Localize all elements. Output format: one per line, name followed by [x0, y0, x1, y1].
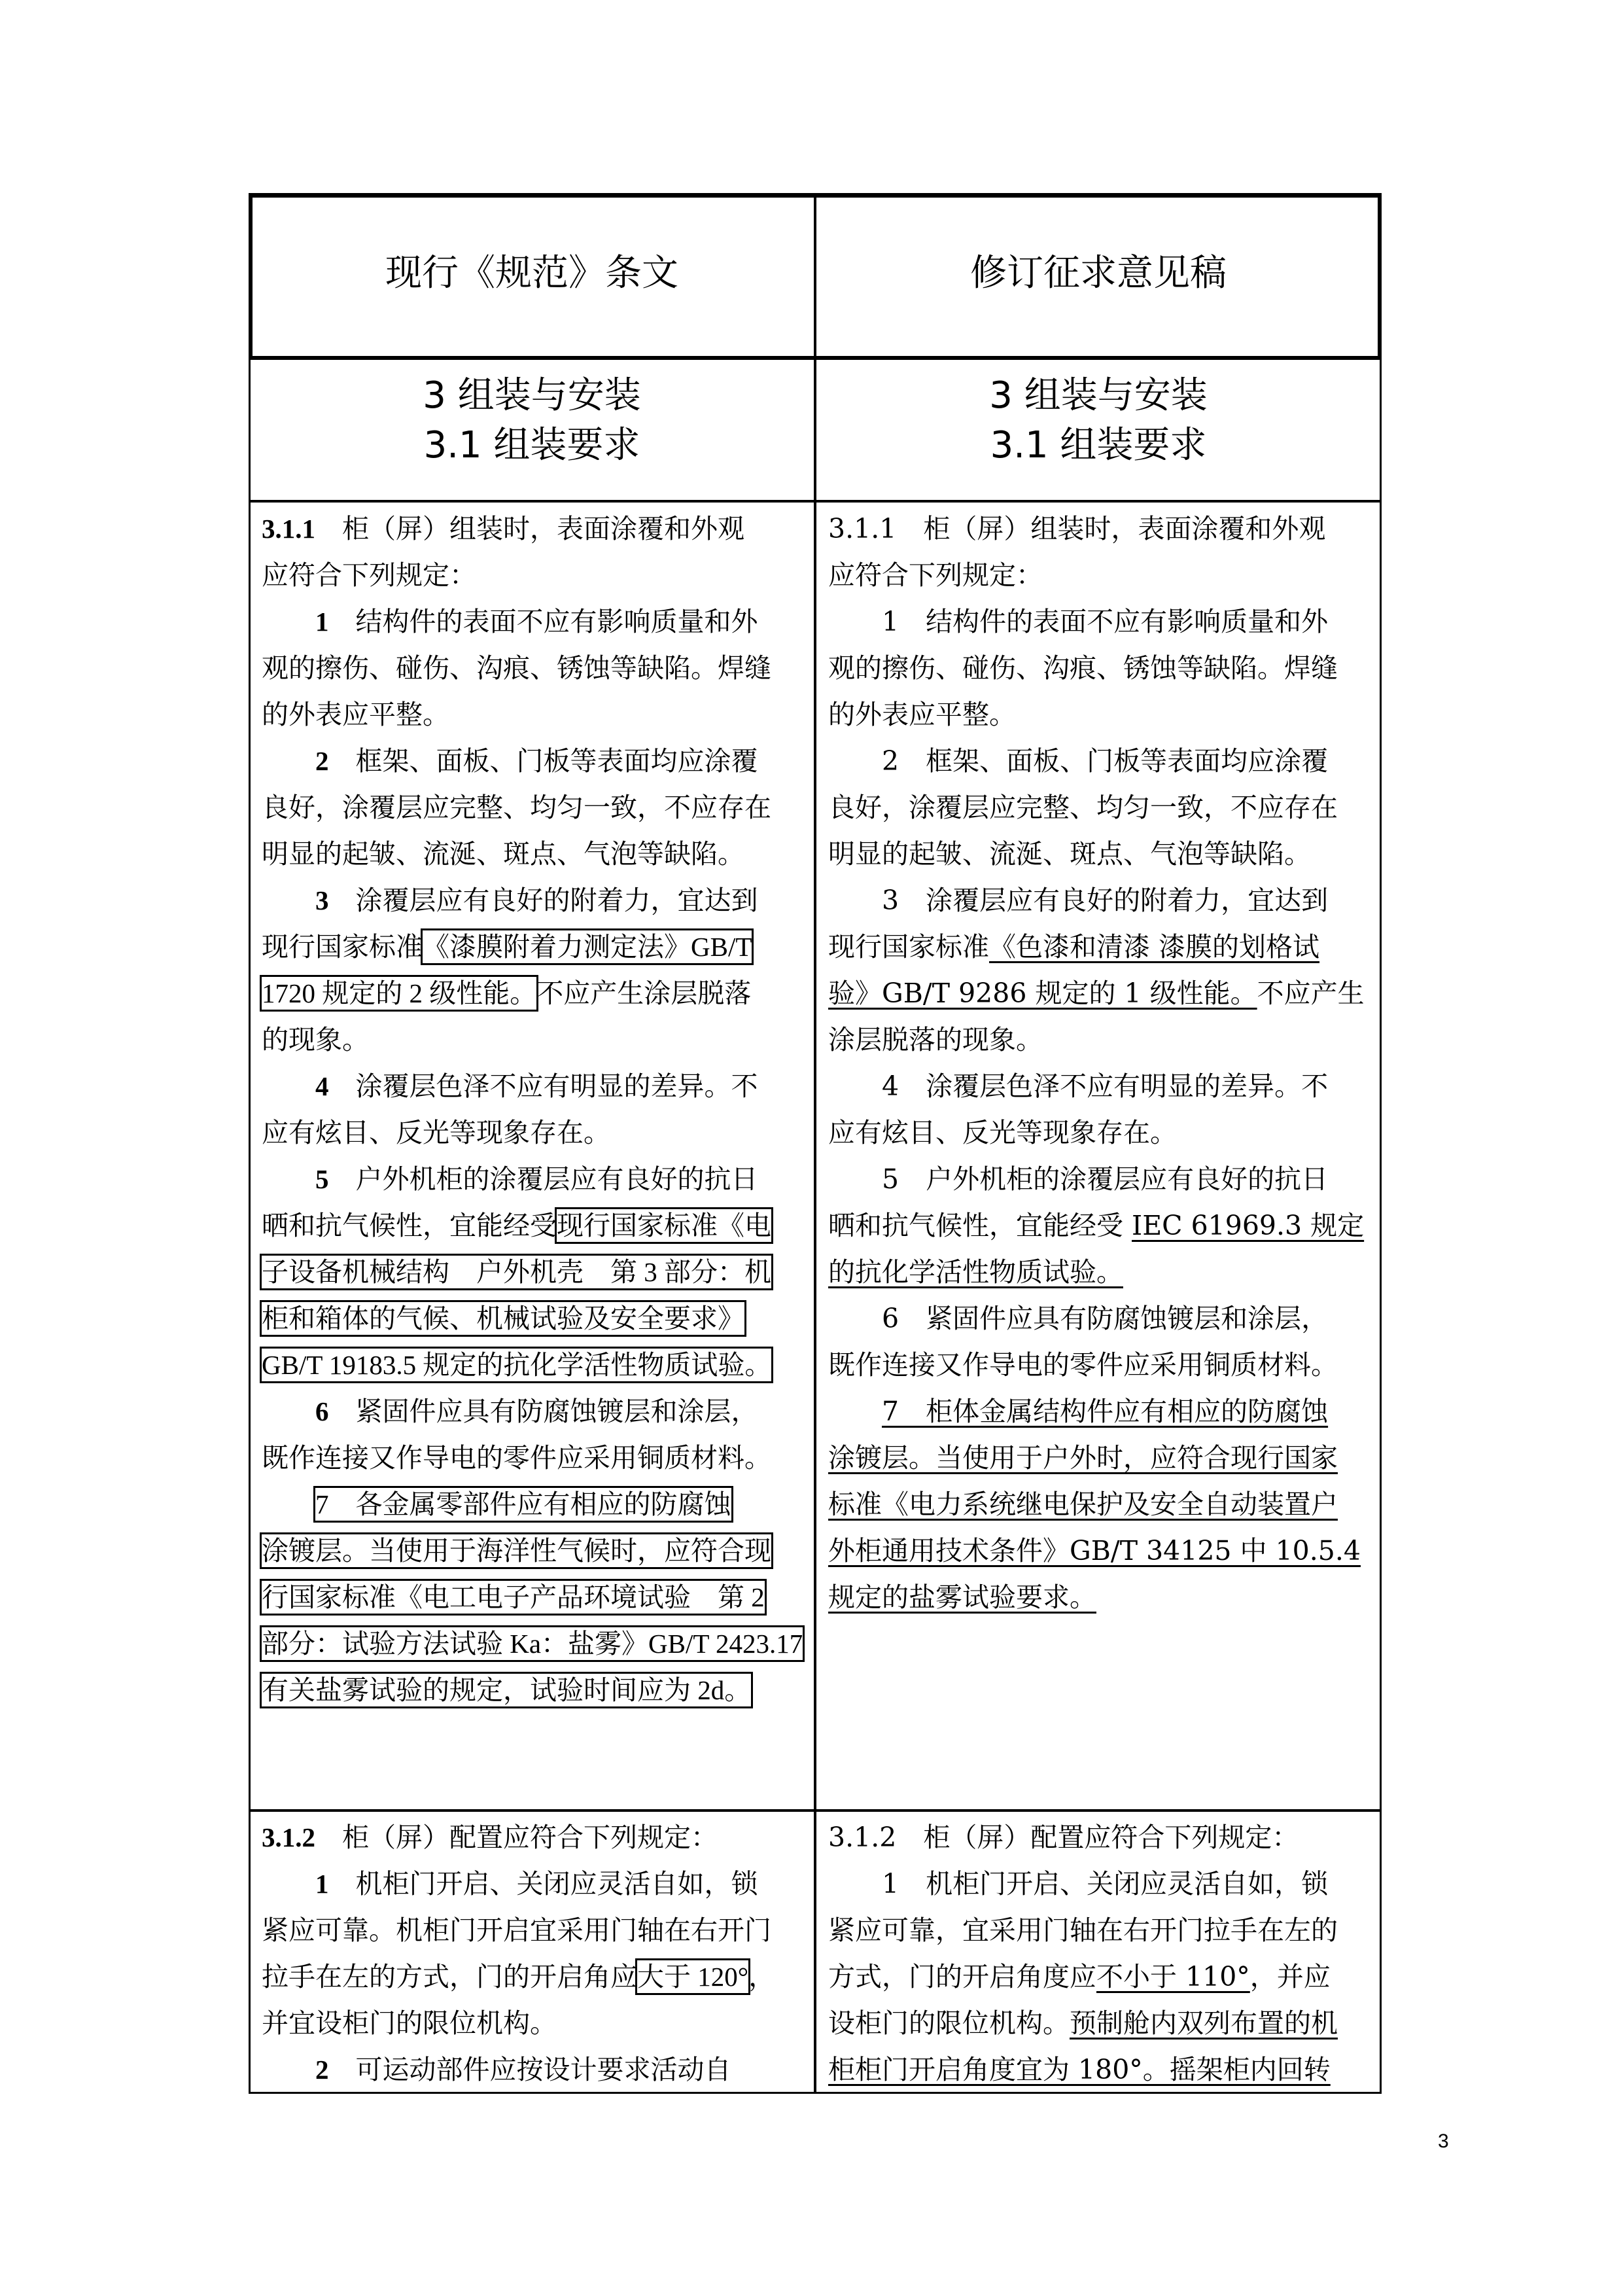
- text-line: [262, 1528, 805, 1574]
- item-number: 1: [315, 607, 329, 637]
- text-line: [262, 1017, 805, 1063]
- text-line: [262, 552, 805, 599]
- text-line: [828, 692, 1371, 738]
- text-segment: [262, 1869, 315, 1899]
- text-line: [828, 1342, 1371, 1388]
- text-segment: 柜（屏）组装时，表面涂覆和外观: [315, 514, 744, 544]
- text-segment: 的现象。: [262, 1025, 369, 1055]
- item-number: 1: [315, 1869, 329, 1899]
- text-segment: [262, 1489, 315, 1519]
- boxed-deleted-text: 行国家标准《电工电子产品环境试验 第 2: [262, 1582, 765, 1612]
- boxed-deleted-text: 7 各金属零部件应有相应的防腐蚀: [315, 1489, 731, 1519]
- text-segment: 明显的起皱、流涎、斑点、气泡等缺陷。: [262, 839, 744, 869]
- text-line: [828, 599, 1371, 645]
- text-line: [262, 1249, 805, 1296]
- text-line: [828, 877, 1371, 924]
- text-segment: 1 机柜门开启、关闭应灵活自如，锁: [828, 1868, 1329, 1899]
- text-line: [262, 2047, 805, 2093]
- text-line: [828, 552, 1371, 599]
- text-segment: 2 框架、面板、门板等表面均应涂覆: [828, 745, 1329, 777]
- item-number: 5: [315, 1164, 329, 1194]
- text-segment: 柜（屏）配置应符合下列规定：: [315, 1822, 718, 1852]
- boxed-deleted-text: 子设备机械结构 户外机壳 第 3 部分：机: [262, 1257, 771, 1287]
- text-segment: [262, 1396, 315, 1426]
- text-line: [262, 785, 805, 831]
- underlined-revised-text: 《色漆和清漆 漆膜的划格试: [989, 931, 1320, 963]
- text-line: [828, 1528, 1371, 1574]
- text-line: [262, 1110, 805, 1156]
- text-segment: 既作连接又作导电的零件应采用铜质材料。: [828, 1349, 1338, 1381]
- text-line: [828, 970, 1371, 1017]
- text-segment: 可运动部件应按设计要求活动自: [328, 2055, 731, 2085]
- text-segment: 应有炫目、反光等现象存在。: [262, 1118, 610, 1148]
- underlined-revised-text: 标准《电力系统继电保护及安全自动装置户: [828, 1489, 1338, 1520]
- underlined-revised-text: IEC 61969.3 规定: [1132, 1210, 1365, 1241]
- text-line: [262, 1907, 805, 1954]
- text-segment: ，: [748, 1962, 776, 1992]
- text-segment: 户外机柜的涂覆层应有良好的抗日: [328, 1164, 758, 1194]
- text-line: [828, 645, 1371, 692]
- text-segment: 应符合下列规定：: [828, 559, 1043, 591]
- text-line: [828, 1203, 1371, 1249]
- text-segment: 观的擦伤、碰伤、沟痕、锈蚀等缺陷。焊缝: [262, 653, 771, 683]
- text-line: [262, 877, 805, 924]
- text-line: [828, 2000, 1371, 2047]
- header-current-text: 现行《规范》条文: [385, 252, 678, 294]
- text-segment: 不应产生: [1257, 978, 1365, 1009]
- text-line: [262, 1814, 805, 1861]
- text-segment: 明显的起皱、流涎、斑点、气泡等缺陷。: [828, 838, 1311, 870]
- text-segment: 观的擦伤、碰伤、沟痕、锈蚀等缺陷。焊缝: [828, 652, 1338, 684]
- text-line: [262, 1667, 805, 1714]
- text-line: [262, 1342, 805, 1388]
- text-segment: 4 涂覆层色泽不应有明显的差异。不: [828, 1070, 1329, 1102]
- item-number: 3.1.1: [262, 514, 315, 544]
- text-segment: 方式，门的开启角度应: [828, 1961, 1096, 1992]
- item-number: 3: [315, 885, 329, 915]
- text-line: [828, 506, 1371, 552]
- text-segment: 3.1.2 柜（屏）配置应符合下列规定：: [828, 1822, 1299, 1853]
- text-line: [262, 738, 805, 785]
- text-segment: [262, 746, 315, 776]
- header-cell-current: [249, 193, 815, 358]
- text-segment: 框架、面板、门板等表面均应涂覆: [328, 746, 758, 776]
- boxed-deleted-text: 部分：试验方法试验 Ka：盐雾》GB/T 2423.17: [262, 1629, 803, 1659]
- text-line: [828, 924, 1371, 970]
- text-segment: [262, 1164, 315, 1194]
- section-cell-revision: [815, 358, 1382, 502]
- boxed-deleted-text: 1720 规定的 2 级性能。: [262, 978, 537, 1008]
- text-segment: 现行国家标准: [828, 931, 989, 963]
- text-line: [828, 1907, 1371, 1954]
- text-line: [262, 1156, 805, 1203]
- section-subsection-title: 3.1 组装要求: [990, 424, 1207, 467]
- clause-3-1-1-current: [262, 506, 805, 1714]
- text-line: [262, 970, 805, 1017]
- clause-3-1-2-revision: [828, 1814, 1371, 2093]
- text-segment: [262, 2055, 315, 2085]
- text-line: [262, 692, 805, 738]
- text-line: [828, 1954, 1371, 2000]
- text-segment: 结构件的表面不应有影响质量和外: [328, 607, 758, 637]
- boxed-deleted-text: 涂镀层。当使用于海洋性气候时，应符合现: [262, 1536, 771, 1566]
- header-cell-revision: [815, 193, 1382, 358]
- text-line: [828, 831, 1371, 877]
- clause-3-1-2-current: [262, 1814, 805, 2093]
- text-line: [828, 1296, 1371, 1342]
- text-line: [828, 1481, 1371, 1528]
- text-line: [828, 1017, 1371, 1063]
- item-number: 6: [315, 1396, 329, 1426]
- text-line: [262, 1574, 805, 1621]
- text-line: [262, 1861, 805, 1907]
- item-number: 2: [315, 2055, 329, 2085]
- text-segment: 涂覆层应有良好的附着力，宜达到: [328, 885, 758, 915]
- text-segment: 的外表应平整。: [828, 699, 1016, 730]
- text-segment: [262, 1071, 315, 1101]
- text-line: [262, 645, 805, 692]
- text-line: [828, 1861, 1371, 1907]
- comparison-table: [249, 193, 1382, 2094]
- text-line: [262, 1388, 805, 1435]
- text-line: [262, 1203, 805, 1249]
- text-segment: 的外表应平整。: [262, 699, 449, 730]
- text-segment: 设柜门的限位机构。: [828, 2007, 1070, 2039]
- section-chapter-title: 3 组装与安装: [989, 374, 1208, 417]
- item-number: 4: [315, 1071, 329, 1101]
- item-number: 2: [315, 746, 329, 776]
- text-segment: 既作连接又作导电的零件应采用铜质材料。: [262, 1443, 771, 1473]
- text-line: [828, 1110, 1371, 1156]
- clause-3-1-1-revision: [828, 506, 1371, 1621]
- text-segment: [262, 885, 315, 915]
- text-line: [262, 831, 805, 877]
- text-segment: 紧固件应具有防腐蚀镀层和涂层，: [328, 1396, 758, 1426]
- text-line: [262, 1435, 805, 1481]
- boxed-deleted-text: GB/T 19183.5 规定的抗化学活性物质试验。: [262, 1350, 772, 1380]
- text-line: [828, 1249, 1371, 1296]
- section-subsection-title: 3.1 组装要求: [423, 424, 640, 467]
- text-segment: 紧应可靠。机柜门开启宜采用门轴在右开门: [262, 1915, 771, 1945]
- boxed-deleted-text: 有关盐雾试验的规定，试验时间应为 2d。: [262, 1675, 752, 1705]
- text-segment: 不应产生涂层脱落: [536, 978, 752, 1008]
- text-line: [262, 1063, 805, 1110]
- text-segment: 5 户外机柜的涂覆层应有良好的抗日: [828, 1163, 1329, 1195]
- text-segment: 现行国家标准: [262, 932, 423, 962]
- text-segment: 良好，涂覆层应完整、均匀一致，不应存在: [262, 792, 771, 822]
- text-segment: 应有炫目、反光等现象存在。: [828, 1117, 1177, 1148]
- text-line: [262, 1621, 805, 1667]
- text-segment: [828, 1396, 882, 1427]
- item-number: 3.1.2: [262, 1822, 315, 1852]
- text-line: [262, 924, 805, 970]
- section-chapter-title: 3 组装与安装: [423, 374, 641, 417]
- text-segment: 1 结构件的表面不应有影响质量和外: [828, 606, 1329, 637]
- text-segment: 良好，涂覆层应完整、均匀一致，不应存在: [828, 792, 1338, 823]
- text-segment: 6 紧固件应具有防腐蚀镀层和涂层，: [828, 1303, 1329, 1334]
- underlined-revised-text: 验》GB/T 9286 规定的 1 级性能。: [828, 978, 1257, 1009]
- text-segment: 涂覆层色泽不应有明显的差异。不: [328, 1071, 758, 1101]
- text-segment: 拉手在左的方式，门的开启角应: [262, 1962, 637, 1992]
- section-cell-current: [249, 358, 815, 502]
- text-line: [262, 2000, 805, 2047]
- text-segment: 应符合下列规定：: [262, 560, 476, 590]
- text-line: [828, 1063, 1371, 1110]
- underlined-revised-text: 规定的盐雾试验要求。: [828, 1581, 1096, 1613]
- header-revision-text: 修订征求意见稿: [970, 252, 1227, 294]
- page-number: 3: [1438, 2130, 1449, 2152]
- text-line: [828, 2047, 1371, 2093]
- text-line: [828, 1388, 1371, 1435]
- text-segment: 并宜设柜门的限位机构。: [262, 2008, 557, 2038]
- text-line: [828, 1435, 1371, 1481]
- text-line: [262, 506, 805, 552]
- text-line: [828, 785, 1371, 831]
- underlined-revised-text: 的抗化学活性物质试验。: [828, 1256, 1123, 1288]
- text-segment: [262, 607, 315, 637]
- underlined-revised-text: 不小于 110°: [1096, 1961, 1250, 1992]
- underlined-revised-text: 预制舱内双列布置的机: [1070, 2007, 1338, 2039]
- boxed-deleted-text: 现行国家标准《电: [557, 1210, 771, 1241]
- boxed-deleted-text: 柜和箱体的气候、机械试验及安全要求》: [262, 1303, 744, 1333]
- text-line: [262, 1481, 805, 1528]
- text-segment: 涂层脱落的现象。: [828, 1024, 1043, 1055]
- text-segment: 紧应可靠，宜采用门轴在右开门拉手在左的: [828, 1915, 1338, 1946]
- underlined-revised-text: 涂镀层。当使用于户外时，应符合现行国家: [828, 1442, 1338, 1474]
- text-line: [262, 599, 805, 645]
- text-line: [828, 738, 1371, 785]
- text-line: [828, 1814, 1371, 1861]
- boxed-deleted-text: 大于 120°: [637, 1962, 749, 1992]
- text-line: [828, 1574, 1371, 1621]
- text-segment: 机柜门开启、关闭应灵活自如，锁: [328, 1869, 758, 1899]
- text-segment: 晒和抗气候性，宜能经受: [262, 1210, 557, 1241]
- underlined-revised-text: 7 柜体金属结构件应有相应的防腐蚀: [882, 1396, 1329, 1427]
- text-line: [828, 1156, 1371, 1203]
- text-segment: 3.1.1 柜（屏）组装时，表面涂覆和外观: [828, 513, 1326, 544]
- text-segment: 晒和抗气候性，宜能经受: [828, 1210, 1132, 1241]
- underlined-revised-text: 外柜通用技术条件》GB/T 34125 中 10.5.4: [828, 1535, 1361, 1566]
- text-segment: 3 涂覆层应有良好的附着力，宜达到: [828, 885, 1329, 916]
- text-line: [262, 1954, 805, 2000]
- underlined-revised-text: 柜柜门开启角度宜为 180°。摇架柜内回转: [828, 2054, 1331, 2085]
- text-segment: ，并应: [1249, 1961, 1331, 1992]
- boxed-deleted-text: 《漆膜附着力测定法》GB/T: [423, 932, 752, 962]
- text-line: [262, 1296, 805, 1342]
